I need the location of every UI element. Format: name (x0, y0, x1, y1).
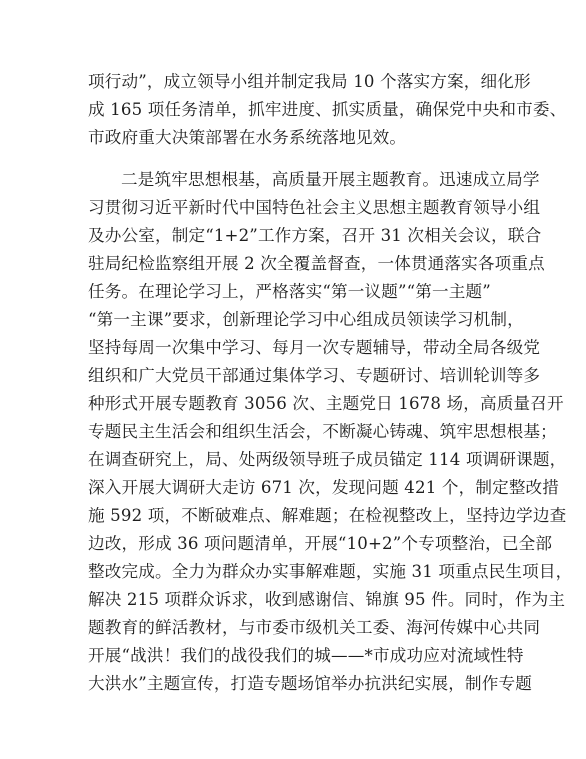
document-body (88, 68, 573, 698)
text-line: 成 165 项任务清单，抓牢进度、抓实质量，确保党中央和市委、 (88, 100, 567, 119)
text-line: 市政府重大决策部署在水务系统落地见效。 (88, 128, 407, 147)
text-line: 施 592 项，不断破难点、解难题；在检视整改上，坚持边学边查 (88, 506, 567, 525)
text-line: 解决 215 项群众诉求，收到感谢信、锦旗 95 件。同时，作为主 (88, 590, 566, 609)
text-line: 在调查研究上，局、处两级领导班子成员锚定 114 项调研课题， (88, 450, 567, 469)
text-line: 项行动”，成立领导小组并制定我局 10 个落实方案，细化形 (88, 72, 531, 91)
text-line: 二是筑牢思想根基，高质量开展主题教育。迅速成立局学 (121, 170, 540, 189)
text-line: 题教育的鲜活教材，与市委市级机关工委、海河传媒中心共同 (88, 618, 541, 637)
text-line: “第一主课”要求，创新理论学习中心组成员领读学习机制， (88, 310, 524, 329)
text-line: 深入开展大调研大走访 671 次，发现问题 421 个，制定整改措 (88, 478, 560, 497)
text-line: 开展“战洪！我们的战役我们的城——*市成功应对流域性特 (88, 646, 524, 665)
text-line: 专题民主生活会和组织生活会，不断凝心铸魂、筑牢思想根基； (88, 422, 557, 441)
paragraph-2 (88, 166, 573, 698)
text-line: 坚持每周一次集中学习、每月一次专题辅导，带动全局各级党 (88, 338, 541, 357)
text-line: 边改，形成 36 项问题清单，开展“10+2”个专项整治，已全部 (88, 534, 553, 553)
text-line: 整改完成。全力为群众办实事解难题，实施 31 项重点民生项目， (88, 562, 573, 581)
paragraph-spacer (88, 152, 508, 166)
text-line: 驻局纪检监察组开展 2 次全覆盖督查，一体贯通落实各项重点 (88, 254, 545, 273)
text-line: 组织和广大党员干部通过集体学习、专题研讨、培训轮训等多 (88, 366, 541, 385)
text-line: 及办公室，制定“1+2”工作方案，召开 31 次相关会议，联合 (88, 226, 542, 245)
text-line: 种形式开展专题教育 3056 次、主题党日 1678 场，高质量召开 (88, 394, 564, 413)
paragraph-1 (88, 68, 567, 152)
text-line: 习贯彻习近平新时代中国特色社会主义思想主题教育领导小组 (88, 198, 541, 217)
text-line: 大洪水”主题宣传，打造专题场馆举办抗洪纪实展，制作专题 (88, 674, 532, 693)
text-line: 任务。在理论学习上，严格落实“第一议题”“第一主题” (88, 282, 491, 301)
